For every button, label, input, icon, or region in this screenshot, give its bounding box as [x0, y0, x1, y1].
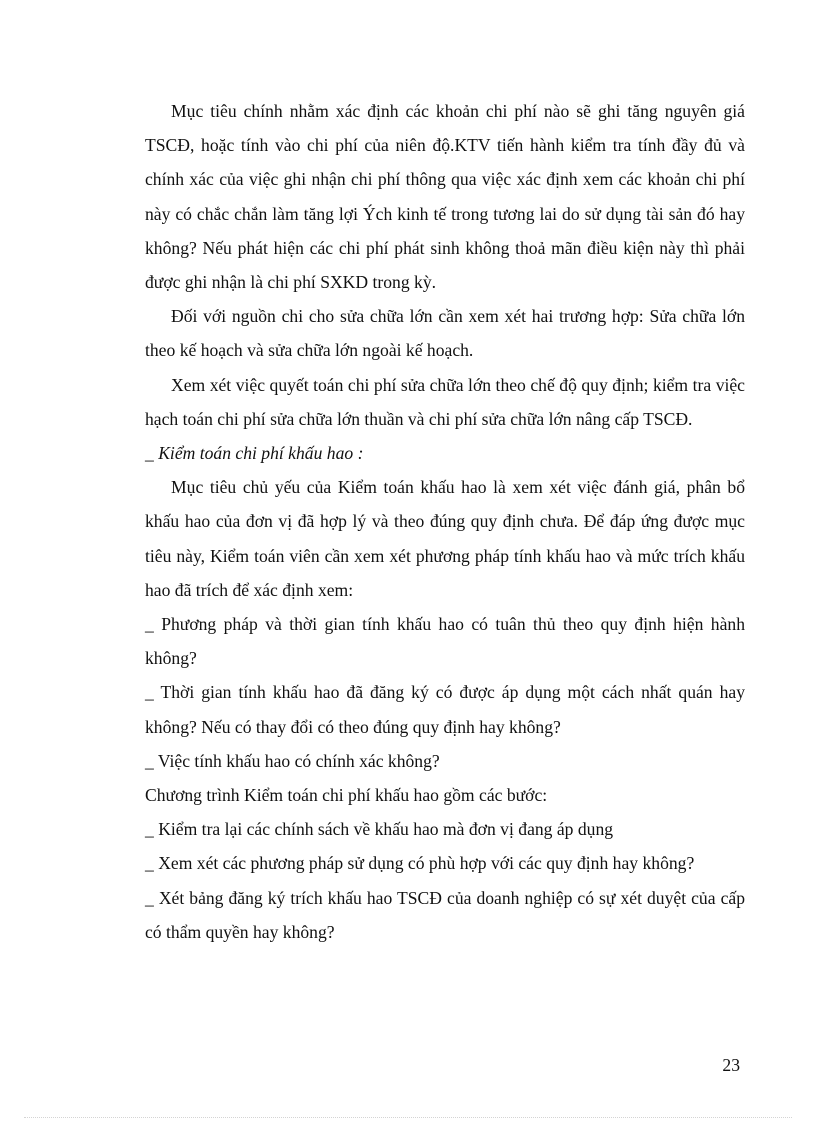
document-body	[145, 94, 745, 949]
paragraph-depreciation-objective: Mục tiêu chủ yếu của Kiểm toán khấu hao là xem xét việc đánh giá, phân bổ khấu hao của đơn vị đã hợp lý và theo đúng quy định chưa. Để đáp ứng được mục tiêu này, Kiểm toán viên cần xem xét phương pháp tính khấu hao và mức trích khấu hao đã trích để xác định xem:	[145, 477, 745, 600]
list-item-method-compliance: _ Xem xét các phương pháp sử dụng có phù hợp với các quy định hay không?	[145, 853, 695, 874]
page-bottom-divider	[24, 1117, 792, 1118]
list-item-consistency: _ Thời gian tính khấu hao đã đăng ký có được áp dụng một cách nhất quán hay không? Nếu có thay đổi có theo đúng quy định hay không?	[145, 682, 745, 737]
paragraph-repair-settlement: Xem xét việc quyết toán chi phí sửa chữa lớn theo chế độ quy định; kiểm tra việc hạch toán chi phí sửa chữa lớn thuần và chi phí sửa chữa lớn nâng cấp TSCĐ.	[145, 374, 745, 429]
list-item-accuracy: _ Việc tính khấu hao có chính xác không?	[145, 750, 440, 771]
section-heading-depreciation-audit: _ Kiểm toán chi phí khấu hao :	[145, 443, 364, 464]
page-number: 23	[722, 1055, 740, 1075]
paragraph-asset-cost-objective: Mục tiêu chính nhằm xác định các khoản chi phí nào sẽ ghi tăng nguyên giá TSCĐ, hoặc tính vào chi phí của niên độ.KTV tiến hành kiểm tra tính đầy đủ và chính xác của việc ghi nhận chi phí thông qua việc xác định xem các khoản chi phí này có chắc chắn làm tăng lợi Ých kinh tế trong tương lai do sử dụng tài sản đó hay không? Nếu phát hiện các chi phí phát sinh không thoả mãn điều kiện này thì phải được ghi nhận là chi phí SXKD trong kỳ.	[145, 101, 745, 293]
paragraph-program-intro: Chương trình Kiểm toán chi phí khấu hao gồm các bước:	[145, 785, 548, 806]
list-item-method-and-period: _ Phương pháp và thời gian tính khấu hao có tuân thủ theo quy định hiện hành không?	[145, 614, 745, 669]
list-item-policy-check: _ Kiểm tra lại các chính sách về khấu hao mà đơn vị đang áp dụng	[145, 819, 614, 840]
list-item-registration-approval: _ Xét bảng đăng ký trích khấu hao TSCĐ của doanh nghiệp có sự xét duyệt của cấp có thẩm quyền hay không?	[145, 887, 745, 942]
paragraph-major-repair-sources: Đối với nguồn chi cho sửa chữa lớn cần xem xét hai trương hợp: Sửa chữa lớn theo kế hoạch và sửa chữa lớn ngoài kế hoạch.	[145, 306, 745, 361]
